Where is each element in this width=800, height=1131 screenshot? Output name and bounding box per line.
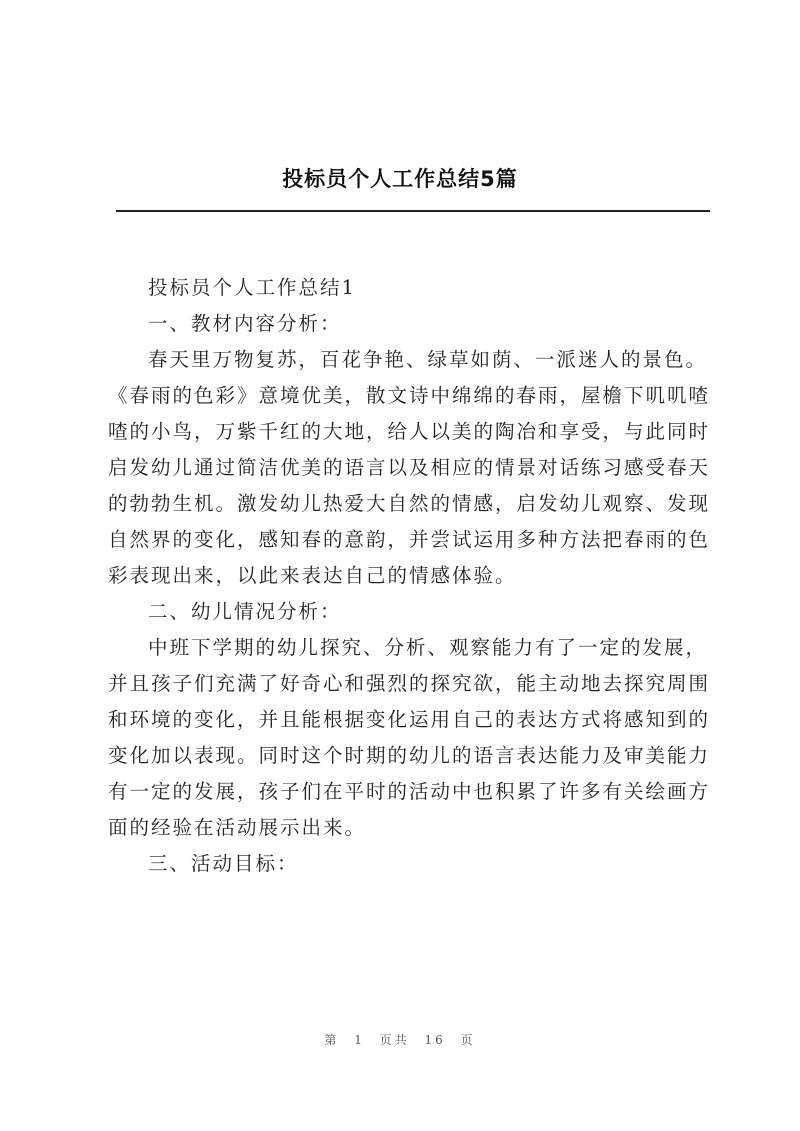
paragraph-line: 的勃勃生机。激发幼儿热爱大自然的情感，启发幼儿观察、发现 — [108, 492, 711, 515]
paragraph-line: 自然界的变化，感知春的意韵，并尝试运用多种方法把春雨的色 — [108, 528, 711, 551]
paragraph-line: 和环境的变化，并且能根据变化运用自己的表达方式将感知到的 — [108, 708, 711, 731]
section-heading: 二、幼儿情况分析： — [148, 600, 342, 623]
paragraph-line: 中班下学期的幼儿探究、分析、观察能力有了一定的发展， — [148, 636, 708, 659]
paragraph-line: 面的经验在活动展示出来。 — [108, 816, 367, 839]
page-footer: 第 1 页共 16 页 — [324, 1033, 476, 1047]
paragraph-line: 启发幼儿通过简洁优美的语言以及相应的情景对话练习感受春天 — [108, 456, 711, 479]
document-body — [108, 270, 711, 882]
paragraph-line: 有一定的发展，孩子们在平时的活动中也积累了许多有关绘画方 — [108, 780, 711, 803]
title-divider — [116, 210, 710, 212]
paragraph-line: 《春雨的色彩》意境优美，散文诗中绵绵的春雨，屋檐下叽叽喳 — [108, 384, 711, 407]
paragraph-line: 彩表现出来，以此来表达自己的情感体验。 — [108, 564, 517, 587]
paragraph-line: 喳的小鸟，万紫千红的大地，给人以美的陶冶和享受，与此同时 — [108, 420, 711, 443]
document-title: 投标员个人工作总结5篇 — [282, 167, 518, 191]
paragraph-line: 并且孩子们充满了好奇心和强烈的探究欲，能主动地去探究周围 — [108, 672, 711, 695]
section-heading: 三、活动目标： — [148, 852, 299, 875]
paragraph-line: 春天里万物复苏，百花争艳、绿草如荫、一派迷人的景色。 — [148, 348, 708, 371]
paragraph-line: 变化加以表现。同时这个时期的幼儿的语言表达能力及审美能力 — [108, 744, 711, 767]
section-heading: 一、教材内容分析： — [148, 312, 342, 335]
section-heading: 投标员个人工作总结1 — [148, 276, 356, 299]
